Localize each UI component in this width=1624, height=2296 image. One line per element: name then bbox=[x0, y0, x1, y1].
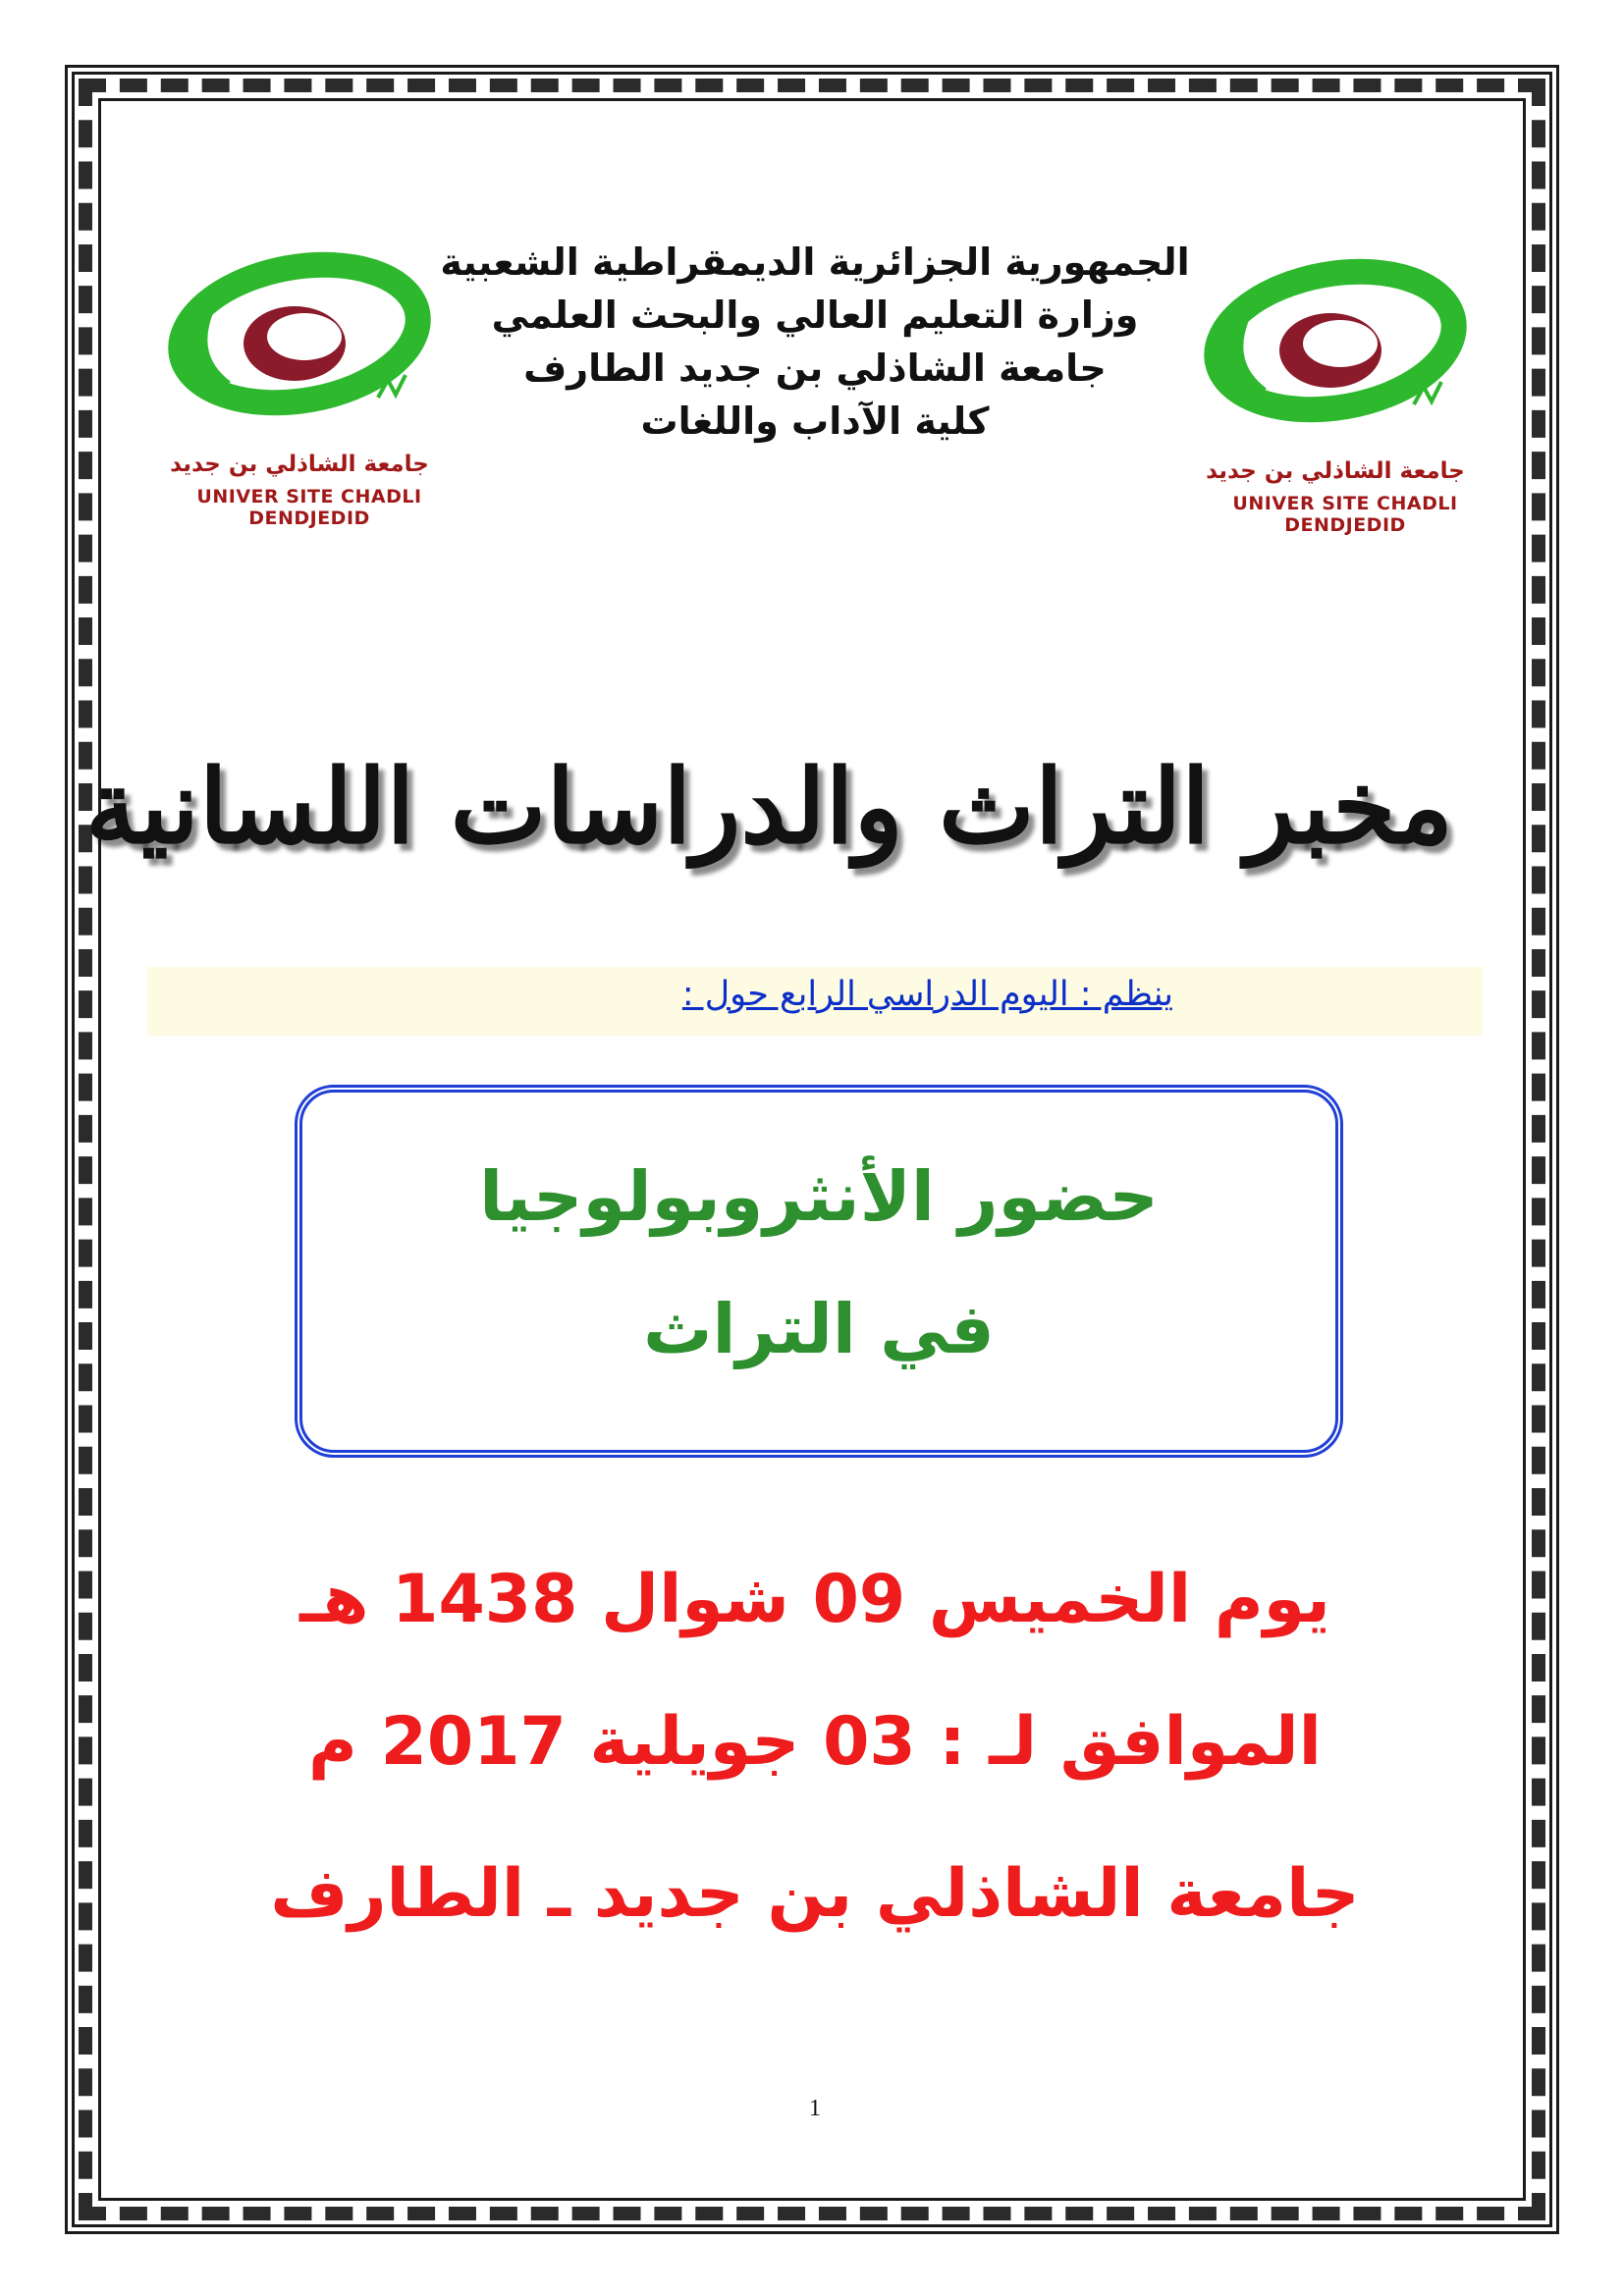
institution-header bbox=[432, 236, 1198, 448]
logo-arabic-name: جامعة الشاذلي بن جديد bbox=[1206, 458, 1465, 484]
lab-title: مخبر التراث والدراسات اللسانية bbox=[84, 746, 1453, 867]
organizer-link[interactable]: ينظم : اليوم الدراسي الرابع حول : bbox=[681, 975, 1173, 1014]
university-emblem-icon bbox=[167, 250, 432, 447]
theme-title-line-1: حضور الأنثروبولوجيا bbox=[479, 1156, 1159, 1237]
header-country: الجمهورية الجزائرية الديمقراطية الشعبية bbox=[440, 240, 1190, 284]
logo-latin-name: UNIVER SITE CHADLI DENDJEDID bbox=[1232, 493, 1458, 536]
theme-box bbox=[295, 1085, 1343, 1458]
header-university: جامعة الشاذلي بن جديد الطارف bbox=[523, 347, 1107, 390]
logo-arabic-name: جامعة الشاذلي بن جديد bbox=[170, 452, 429, 477]
university-emblem-icon bbox=[1203, 257, 1468, 454]
event-venue: جامعة الشاذلي بن جديد ـ الطارف bbox=[270, 1855, 1360, 1933]
event-date-hijri: يوم الخميس 09 شوال 1438 هـ bbox=[299, 1561, 1330, 1638]
university-logo-left bbox=[137, 250, 471, 529]
header-ministry: وزارة التعليم العالي والبحث العلمي bbox=[491, 294, 1139, 337]
theme-title-line-2: في التراث bbox=[643, 1289, 995, 1369]
event-date-gregorian: الموافق لـ : 03 جويلية 2017 م bbox=[308, 1703, 1322, 1781]
page-number: 1 bbox=[809, 2096, 821, 2121]
university-logo-right bbox=[1173, 257, 1507, 536]
header-faculty: كلية الآداب واللغات bbox=[640, 400, 990, 443]
logo-latin-name: UNIVER SITE CHADLI DENDJEDID bbox=[196, 486, 422, 529]
